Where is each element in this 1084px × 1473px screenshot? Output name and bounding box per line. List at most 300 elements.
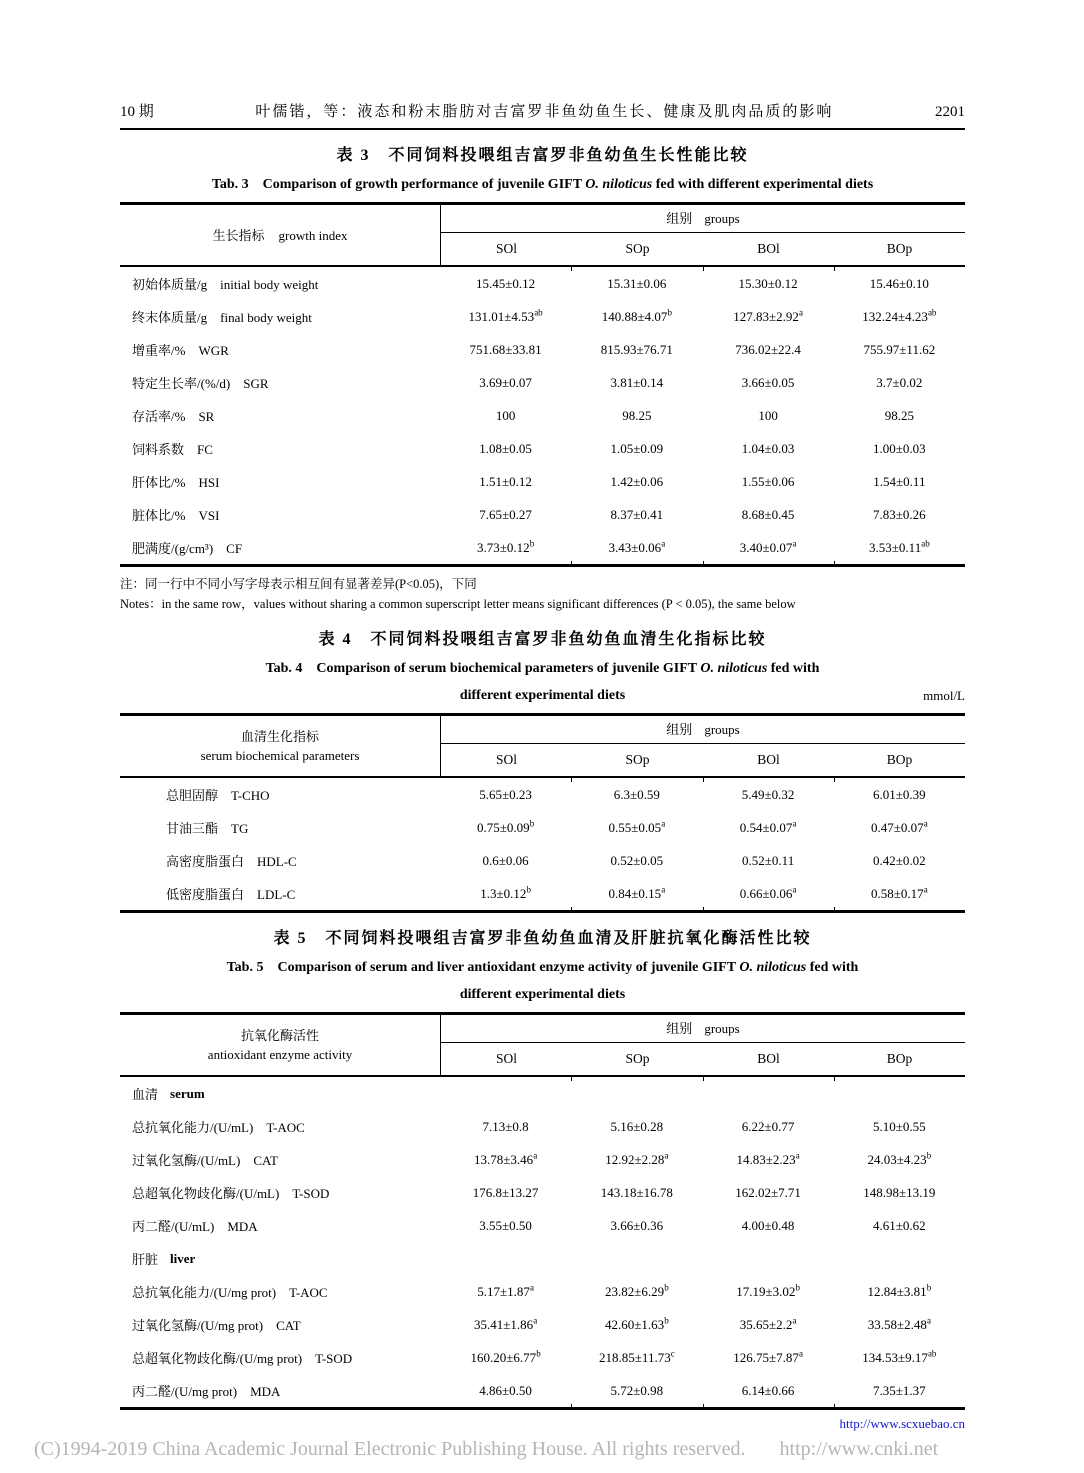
table-row [120, 1275, 965, 1308]
data-cell: 755.97±11.62 [863, 341, 936, 357]
row-label-zh: 甘油三酯 [166, 821, 219, 836]
table4-title-en-pre: Tab. 4 Comparison of serum biochemical parameters of juvenile GIFT [265, 661, 701, 676]
row-label-en: CF [226, 541, 243, 556]
table5-title-zh: 表 5 不同饲料投喂组吉富罗非鱼幼鱼血清及肝脏抗氧化酶活性比较 [273, 930, 812, 947]
data-cell: 3.66±0.36 [610, 1217, 664, 1233]
significance-superscript: a [792, 818, 797, 829]
data-cell: 0.52±0.11 [742, 852, 795, 868]
significance-superscript: a [661, 884, 666, 895]
data-cell: 13.78±3.46$^a$ [474, 1150, 538, 1167]
data-cell: 0.6±0.06 [482, 852, 529, 868]
column-header-sop: SOp [625, 1051, 650, 1066]
data-cell: 1.3±0.12$^b$ [480, 884, 531, 901]
column-header-sol: SOl [495, 752, 517, 767]
groups-label [441, 205, 965, 233]
running-head [120, 100, 965, 130]
column-header-sop: SOp [625, 752, 650, 767]
significance-superscript: a [661, 538, 666, 549]
journal-website-link[interactable]: http://www.scxuebao.cn [839, 1416, 965, 1431]
data-cell: 126.75±7.87$^a$ [733, 1348, 803, 1365]
significance-superscript: a [792, 1315, 797, 1326]
significance-superscript: b [667, 307, 672, 318]
row-label-zh: 低密度脂蛋白 [166, 887, 245, 902]
table4-title-en-line2 [120, 686, 965, 705]
groups-label-en: groups [704, 211, 740, 226]
row-label [120, 472, 440, 491]
row-label-en: WGR [198, 343, 229, 358]
significance-superscript: a [795, 1150, 800, 1161]
column-header-bop: BOp [886, 1051, 913, 1066]
page-number: 2201 [935, 104, 965, 120]
column-tick [571, 907, 572, 913]
data-cell: 5.49±0.32 [741, 786, 795, 802]
data-cell: 35.65±2.2$^a$ [739, 1315, 797, 1332]
table3-title-en [120, 175, 965, 194]
row-label-en: T-SOD [315, 1351, 353, 1366]
table-row [120, 333, 965, 366]
running-title: 叶儒锴，等：液态和粉末脂肪对吉富罗非鱼幼鱼生长、健康及肌肉品质的影响 [255, 104, 834, 120]
column-tick [571, 1404, 572, 1410]
data-cell: 3.7±0.02 [876, 374, 923, 390]
stub-label-en: serum biochemical parameters [200, 748, 360, 763]
data-cell: 4.86±0.50 [479, 1382, 532, 1398]
data-cell: 0.66±0.06$^a$ [739, 884, 797, 901]
table5-title-en-post: fed with [806, 960, 859, 975]
column-headers [441, 233, 965, 265]
row-label-en: HDL-C [257, 854, 297, 869]
data-cell: 815.93±76.71 [600, 341, 673, 357]
column-header-sol: SOl [495, 1051, 517, 1066]
section-row [120, 1077, 965, 1110]
table-row [120, 432, 965, 465]
column-tick [703, 265, 704, 271]
data-cell: 1.04±0.03 [741, 440, 795, 456]
table-header [120, 716, 965, 776]
data-cell: 160.20±6.77$^b$ [470, 1348, 541, 1365]
table-notes [120, 574, 965, 614]
column-tick [571, 1075, 572, 1081]
data-cell: 3.43±0.06$^a$ [608, 538, 666, 555]
table-row [120, 399, 965, 432]
data-cell: 736.02±22.4 [735, 341, 801, 357]
row-label [120, 307, 440, 326]
row-label-en: T-CHO [231, 788, 270, 803]
data-cell: 131.01±4.53$^{ab}$ [468, 307, 543, 324]
table-bottom-rule [120, 1407, 965, 1410]
data-cell: 6.14±0.66 [741, 1382, 795, 1398]
table-row [120, 1143, 965, 1176]
significance-superscript: ab [927, 307, 937, 318]
row-label-zh: 脏体比/% [132, 508, 186, 523]
row-label-zh: 特定生长率/(%/d) [132, 376, 231, 391]
copyright-line [34, 1436, 965, 1462]
significance-superscript: a [529, 1282, 534, 1293]
data-cell: 8.37±0.41 [610, 506, 664, 522]
row-label-en: HSI [198, 475, 220, 490]
section-label-zh: 肝脏 [132, 1252, 159, 1267]
groups-header [440, 1015, 965, 1075]
data-cell: 12.84±3.81$^b$ [867, 1282, 932, 1299]
significance-superscript: b [795, 1282, 800, 1293]
data-cell: 1.51±0.12 [479, 473, 532, 489]
row-label-zh: 总胆固醇 [166, 788, 219, 803]
significance-superscript: ab [927, 1348, 937, 1359]
data-cell: 127.83±2.92$^a$ [733, 307, 803, 324]
data-cell: 3.81±0.14 [610, 374, 664, 390]
row-label-zh: 肝体比/% [132, 475, 186, 490]
groups-label-zh: 组别 [666, 211, 693, 226]
notes-en: Notes：in the same row，values without sharing a common superscript letter means significant differences (P < 0.05), the same below [120, 597, 796, 611]
data-cell: 15.31±0.06 [607, 275, 667, 291]
stub-label-en: growth index [278, 227, 348, 243]
data-cell: 4.61±0.62 [873, 1217, 926, 1233]
data-cell: 3.73±0.12$^b$ [477, 538, 535, 555]
stub-header [120, 716, 440, 776]
data-cell: 0.55±0.05$^a$ [608, 818, 666, 835]
antioxidant-enzyme-table [120, 1012, 965, 1410]
row-label [120, 1348, 440, 1367]
row-label [120, 406, 440, 425]
row-label [120, 274, 440, 293]
data-cell: 3.53±0.11$^{ab}$ [869, 538, 930, 555]
row-label-zh: 丙二醛/(U/mL) [132, 1219, 215, 1234]
row-label-en: SGR [243, 376, 269, 391]
data-cell: 3.66±0.05 [741, 374, 795, 390]
table4-title-zh: 表 4 不同饲料投喂组吉富罗非鱼幼鱼血清生化指标比较 [318, 631, 767, 648]
copyright-text: (C)1994-2019 China Academic Journal Electronic Publishing House. All rights reserved. [34, 1438, 746, 1460]
data-cell: 5.72±0.98 [610, 1382, 664, 1398]
row-label-zh: 丙二醛/(U/mg prot) [132, 1384, 238, 1399]
column-tick [834, 561, 835, 567]
row-label-en: TG [231, 821, 249, 836]
column-tick [571, 265, 572, 271]
data-cell: 98.25 [884, 407, 914, 423]
significance-superscript: ab [534, 307, 543, 318]
data-cell: 176.8±13.27 [472, 1184, 539, 1200]
column-tick [834, 1075, 835, 1081]
data-cell: 42.60±1.63$^b$ [605, 1315, 669, 1332]
row-label-en: VSI [198, 508, 220, 523]
column-tick [571, 776, 572, 782]
data-cell: 0.84±0.15$^a$ [608, 884, 666, 901]
stub-label-zh: 生长指标 [212, 227, 265, 243]
row-label-zh: 过氧化氢酶/(U/mL) [132, 1153, 241, 1168]
table4-title-en-post: fed with [767, 661, 820, 676]
row-label-zh: 总抗氧化能力/(U/mL) [132, 1120, 254, 1135]
table-row [120, 498, 965, 531]
row-label [120, 851, 440, 870]
significance-superscript: a [792, 884, 797, 895]
table-top-rule [120, 202, 965, 205]
table-bottom-rule [120, 910, 965, 913]
column-header-bop: BOp [886, 241, 913, 256]
column-tick [703, 561, 704, 567]
data-cell: 98.25 [622, 407, 652, 423]
significance-superscript: a [533, 1315, 538, 1326]
column-header-bop: BOp [886, 752, 913, 767]
significance-superscript: b [664, 1315, 669, 1326]
data-cell: 14.83±2.23$^a$ [736, 1150, 800, 1167]
row-label [120, 1117, 440, 1136]
significance-superscript: b [529, 538, 535, 549]
data-cell: 162.02±7.71 [735, 1184, 801, 1200]
column-header-sop: SOp [625, 241, 650, 256]
data-cell: 140.88±4.07$^b$ [601, 307, 672, 324]
row-label-en: MDA [227, 1219, 258, 1234]
table-header [120, 1015, 965, 1075]
row-label-zh: 饲料系数 [132, 442, 185, 457]
data-cell: 1.55±0.06 [741, 473, 795, 489]
row-label-zh: 初始体质量/g [132, 277, 208, 292]
groups-header [440, 716, 965, 776]
data-cell: 17.19±3.02$^b$ [736, 1282, 800, 1299]
data-cell: 5.17±1.87$^a$ [477, 1282, 534, 1299]
significance-superscript: a [798, 1348, 803, 1359]
data-cell: 4.00±0.48 [741, 1217, 795, 1233]
species-name: O. niloticus [585, 177, 653, 192]
table-row [120, 300, 965, 333]
data-cell: 8.68±0.45 [741, 506, 795, 522]
row-label-zh: 肥满度/(g/cm³) [132, 541, 214, 556]
significance-superscript: a [798, 307, 803, 318]
significance-superscript: a [923, 818, 928, 829]
data-cell: 0.54±0.07$^a$ [739, 818, 797, 835]
significance-superscript: ab [921, 538, 930, 549]
row-label-zh: 高密度脂蛋白 [166, 854, 245, 869]
significance-superscript: b [529, 818, 535, 829]
issue-number: 10 期 [120, 104, 154, 120]
data-cell: 143.18±16.78 [600, 1184, 673, 1200]
table5-title-en-line2-text: different experimental diets [459, 987, 626, 1002]
row-label-zh: 终末体质量/g [132, 310, 208, 325]
significance-superscript: a [792, 538, 797, 549]
row-label [120, 1381, 440, 1400]
table-top-rule [120, 713, 965, 716]
data-cell: 100 [758, 407, 778, 423]
data-cell: 0.47±0.07$^a$ [871, 818, 928, 835]
row-label-en: T-AOC [266, 1120, 305, 1135]
data-cell: 100 [495, 407, 516, 423]
notes-zh: 注：同一行中不同小写字母表示相互间有显著差异(P<0.05)，下同 [120, 577, 477, 591]
row-label-zh: 存活率/% [132, 409, 186, 424]
significance-superscript: a [664, 1150, 669, 1161]
table-top-rule [120, 1012, 965, 1015]
table-row [120, 366, 965, 399]
data-cell: 1.05±0.09 [610, 440, 664, 456]
data-cell: 5.10±0.55 [873, 1118, 926, 1134]
table-row [120, 1341, 965, 1374]
row-label [120, 505, 440, 524]
data-cell: 7.65±0.27 [479, 506, 532, 522]
groups-header [440, 205, 965, 265]
table-row [120, 877, 965, 910]
row-label-en: T-SOD [292, 1186, 330, 1201]
table3-title-en-post: fed with different experimental diets [652, 177, 874, 192]
data-cell: 1.00±0.03 [873, 440, 926, 456]
groups-label-en: groups [704, 1021, 740, 1036]
row-label-zh: 总抗氧化能力/(U/mg prot) [132, 1285, 277, 1300]
significance-superscript: a [926, 1315, 931, 1326]
data-cell: 35.41±1.86$^a$ [474, 1315, 538, 1332]
column-tick [834, 907, 835, 913]
data-cell: 6.22±0.77 [741, 1118, 795, 1134]
table3-section [120, 145, 965, 614]
row-label-en: CAT [276, 1318, 301, 1333]
table-row [120, 267, 965, 300]
significance-superscript: a [923, 884, 928, 895]
species-name: O. niloticus [739, 960, 807, 975]
table-header [120, 205, 965, 265]
table3-title-en-pre: Tab. 3 Comparison of growth performance of juvenile GIFT [211, 177, 586, 192]
table-row [120, 778, 965, 811]
data-cell: 134.53±9.17$^{ab}$ [862, 1348, 937, 1365]
row-label [120, 340, 440, 359]
stub-header [120, 205, 440, 265]
row-label [120, 439, 440, 458]
column-tick [703, 1075, 704, 1081]
data-cell: 3.40±0.07$^a$ [739, 538, 797, 555]
section-label-zh: 血清 [132, 1087, 159, 1102]
row-label-en: final body weight [220, 310, 312, 325]
groups-label-en: groups [704, 722, 740, 737]
growth-performance-table [120, 202, 965, 567]
table5-title-en [120, 958, 965, 977]
column-tick [834, 265, 835, 271]
table-row [120, 1176, 965, 1209]
unit-label: mmol/L [923, 688, 965, 703]
table4-section [120, 629, 965, 913]
table-row [120, 1110, 965, 1143]
table5-title-en-pre: Tab. 5 Comparison of serum and liver antioxidant enzyme activity of juvenile GIFT [226, 960, 740, 975]
serum-biochemical-table [120, 713, 965, 913]
data-cell: 15.46±0.10 [869, 275, 929, 291]
table-row [120, 844, 965, 877]
column-header-bol: BOl [757, 1051, 780, 1066]
stub-label-en: antioxidant enzyme activity [207, 1047, 353, 1062]
column-header-bol: BOl [757, 241, 780, 256]
row-label [120, 785, 440, 804]
groups-label [441, 1015, 965, 1043]
column-headers [441, 1043, 965, 1075]
row-label [120, 1282, 440, 1301]
column-header-bol: BOl [757, 752, 780, 767]
significance-superscript: b [536, 1348, 541, 1359]
data-cell: 12.92±2.28$^a$ [605, 1150, 669, 1167]
data-cell: 1.08±0.05 [479, 440, 532, 456]
data-cell: 1.54±0.11 [873, 473, 926, 489]
table5-title-en-line2 [120, 985, 965, 1004]
row-label [120, 818, 440, 837]
significance-superscript: b [926, 1150, 932, 1161]
species-name: O. niloticus [700, 661, 768, 676]
significance-superscript: b [926, 1282, 932, 1293]
column-tick [571, 561, 572, 567]
column-header-sol: SOl [495, 241, 517, 256]
groups-label-zh: 组别 [666, 722, 693, 737]
significance-superscript: c [670, 1348, 675, 1359]
table3-title-zh: 表 3 不同饲料投喂组吉富罗非鱼幼鱼生长性能比较 [336, 147, 749, 164]
data-cell: 132.24±4.23$^{ab}$ [862, 307, 937, 324]
column-tick [834, 776, 835, 782]
column-tick [834, 1404, 835, 1410]
table-row [120, 811, 965, 844]
row-label [120, 1183, 440, 1202]
data-cell: 5.65±0.23 [479, 786, 532, 802]
row-label [120, 1315, 440, 1334]
data-cell: 33.58±2.48$^a$ [867, 1315, 931, 1332]
data-cell: 1.42±0.06 [610, 473, 664, 489]
data-cell: 24.03±4.23$^b$ [867, 1150, 932, 1167]
data-cell: 751.68±33.81 [469, 341, 542, 357]
data-cell: 218.85±11.73$^c$ [599, 1348, 675, 1365]
data-cell: 6.3±0.59 [613, 786, 660, 802]
row-label-zh: 总超氧化物歧化酶/(U/mL) [132, 1186, 280, 1201]
row-label [120, 1216, 440, 1235]
row-label-en: SR [198, 409, 215, 424]
data-cell: 15.30±0.12 [738, 275, 798, 291]
data-cell: 6.01±0.39 [873, 786, 926, 802]
row-label [120, 373, 440, 392]
header-rule [120, 1075, 965, 1077]
row-label [120, 1150, 440, 1169]
table4-title-en-line2-text: different experimental diets [459, 688, 626, 703]
table-row [120, 531, 965, 564]
data-cell: 0.42±0.02 [873, 852, 926, 868]
significance-superscript: b [664, 1282, 669, 1293]
table-row [120, 1308, 965, 1341]
data-cell: 148.98±13.19 [863, 1184, 936, 1200]
section-label-en: serum [170, 1085, 205, 1101]
row-label-en: MDA [250, 1384, 281, 1399]
data-cell: 3.55±0.50 [479, 1217, 532, 1233]
header-rule [120, 776, 965, 778]
table-row [120, 1374, 965, 1407]
row-label [120, 884, 440, 903]
column-headers [441, 744, 965, 776]
cnki-link[interactable]: http://www.cnki.net [779, 1438, 939, 1460]
stub-label-zh: 抗氧化酶活性 [240, 1028, 319, 1043]
significance-superscript: a [533, 1150, 538, 1161]
significance-superscript: a [661, 818, 666, 829]
row-label-en: FC [197, 442, 213, 457]
data-cell: 7.13±0.8 [482, 1118, 529, 1134]
table-row [120, 465, 965, 498]
data-cell: 3.69±0.07 [479, 374, 532, 390]
column-tick [703, 907, 704, 913]
column-tick [703, 776, 704, 782]
column-tick [703, 1404, 704, 1410]
row-label-en: CAT [253, 1153, 278, 1168]
groups-label-zh: 组别 [666, 1021, 693, 1036]
row-label-zh: 增重率/% [132, 343, 186, 358]
row-label-en: T-AOC [289, 1285, 328, 1300]
row-label-zh: 总超氧化物歧化酶/(U/mg prot) [132, 1351, 303, 1366]
table-row [120, 1209, 965, 1242]
data-cell: 7.35±1.37 [873, 1382, 926, 1398]
row-label-en: initial body weight [220, 277, 319, 292]
section-label-en: liver [170, 1250, 196, 1266]
data-cell: 0.75±0.09$^b$ [477, 818, 535, 835]
data-cell: 5.16±0.28 [610, 1118, 664, 1134]
table-bottom-rule [120, 564, 965, 567]
row-label [120, 538, 440, 557]
stub-label-zh: 血清生化指标 [240, 729, 319, 744]
header-rule [120, 265, 965, 267]
section-row [120, 1242, 965, 1275]
data-cell: 15.45±0.12 [476, 275, 536, 291]
data-cell: 0.52±0.05 [610, 852, 664, 868]
row-label-en: LDL-C [257, 887, 296, 902]
